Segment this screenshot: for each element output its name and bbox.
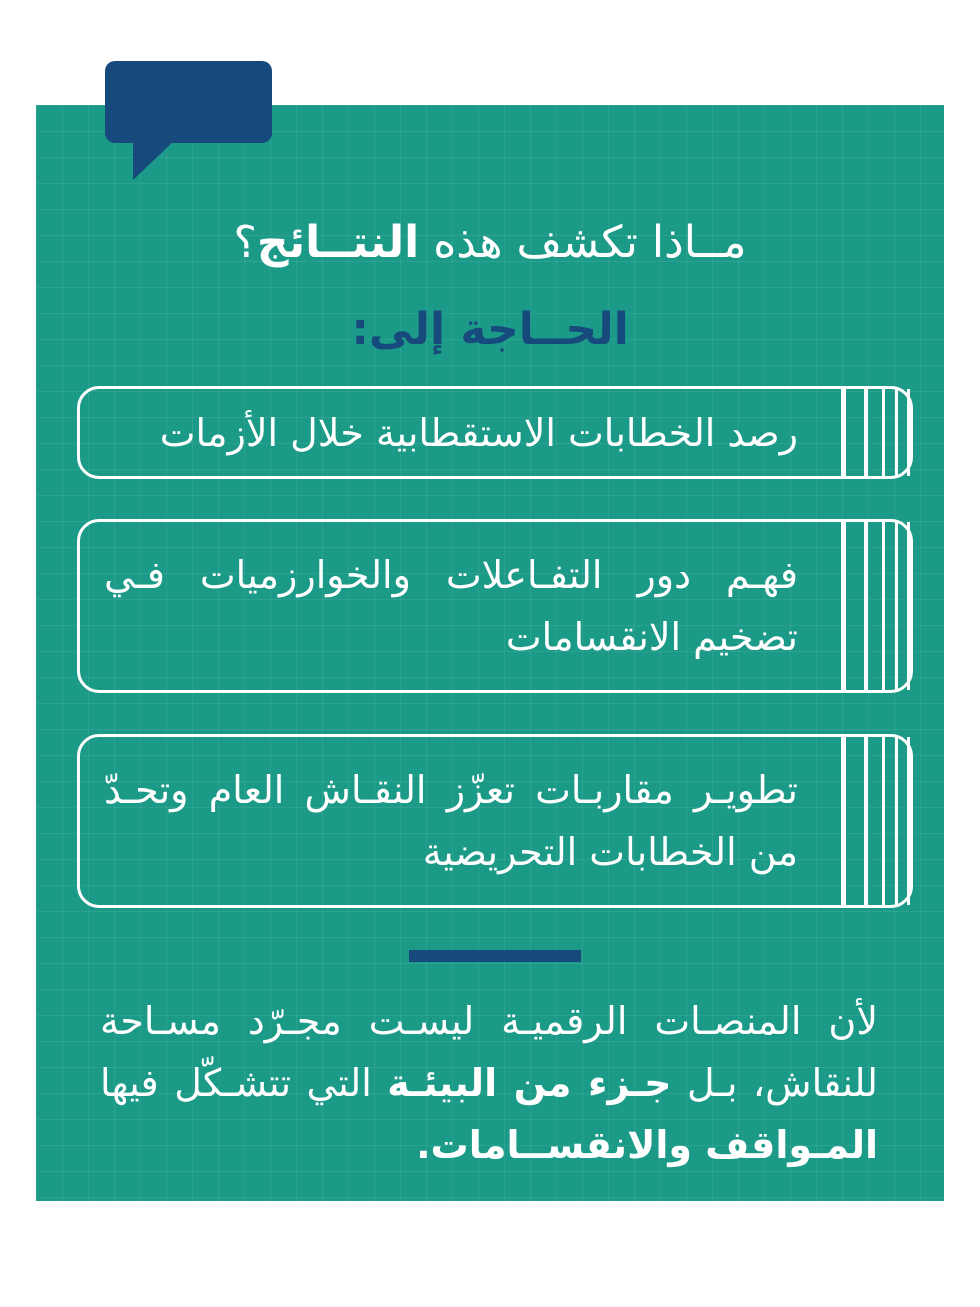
title-question-mark: ؟ [233, 217, 257, 268]
card-3 [77, 734, 913, 908]
divider [409, 950, 581, 962]
card-stripes [824, 522, 910, 690]
card-2 [77, 519, 913, 693]
card-stripes [824, 737, 910, 905]
closing-highlight-2: المـواقف والانقســامات. [416, 1123, 878, 1167]
speech-bubble-tail [133, 140, 175, 180]
title-text: مــاذا تكشف هذه [419, 217, 747, 268]
card-1 [77, 386, 913, 479]
closing-highlight-1: جـزء من البيئـة [387, 1061, 672, 1105]
speech-bubble-icon [105, 61, 272, 143]
card-text: رصد الخطابات الاستقطابية خلال الأزمات [159, 410, 798, 455]
card-stripes [824, 389, 910, 476]
subtitle: الحــاجة إلى: [351, 304, 629, 355]
title-highlight: النتــائج [256, 217, 420, 268]
card-text: فهـم دور التفـاعلات والخوارزميات فـي تضخيم الانقسامات [104, 553, 798, 659]
card-text: تطويـر مقاربـات تعزّز النقـاش العام وتحـدّ من الخطابات التحريضية [104, 768, 798, 874]
page-title [36, 212, 944, 274]
closing-paragraph: لأن المنصـات الرقميـة ليسـت مجـرّد مسـاحة للنقاش، بـل جـزء من البيئـة التي تتشـكّل فيها المـواقف والانقســامات. [100, 999, 878, 1167]
